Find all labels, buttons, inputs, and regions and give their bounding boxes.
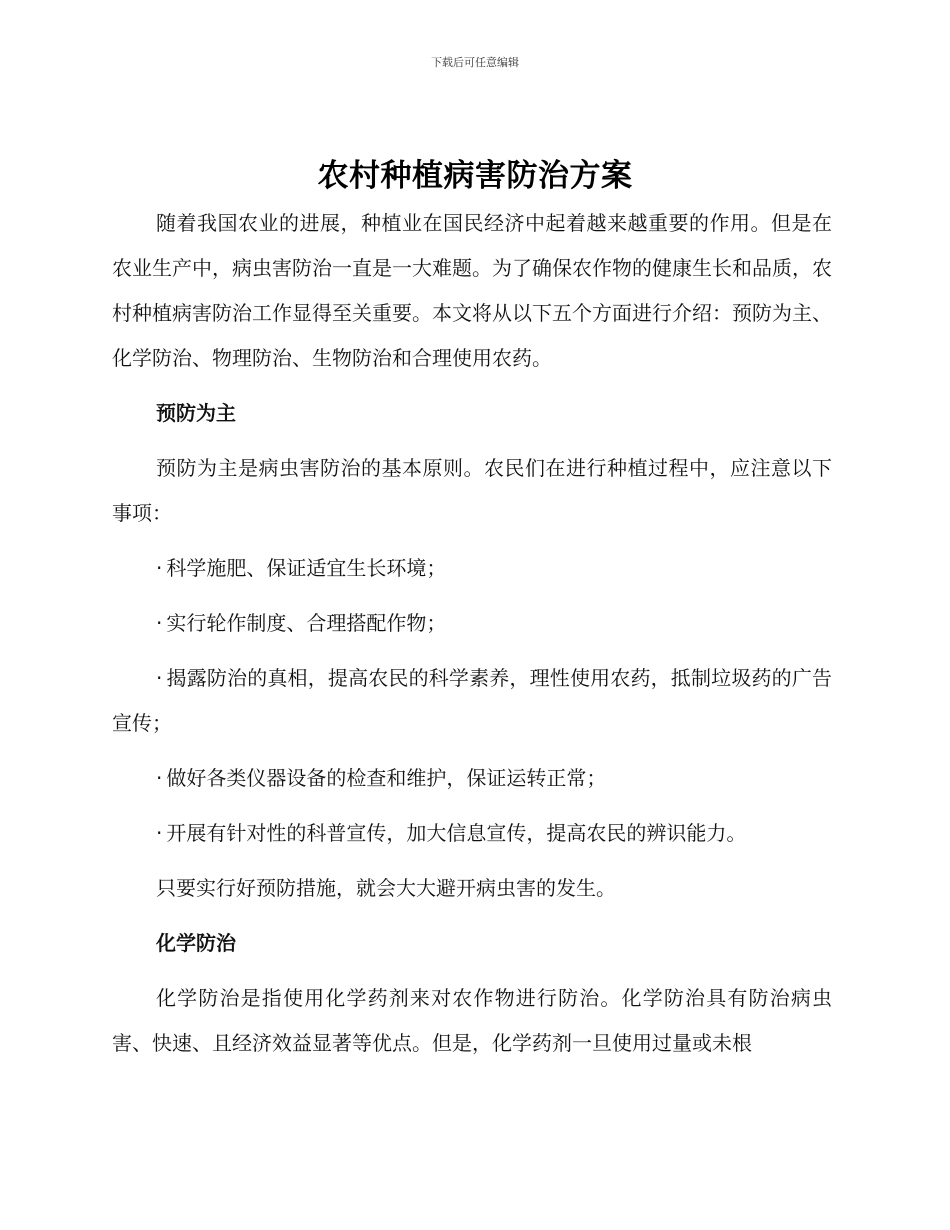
bullet-item <box>112 601 832 646</box>
bullet-symbol: · <box>156 821 163 845</box>
bullet-text: 做好各类仪器设备的检查和维护，保证运转正常； <box>166 766 607 790</box>
chemical-lead-paragraph: 化学防治是指使用化学药剂来对农作物进行防治。化学防治具有防治病虫害、快速、且经济效益显著等优点。但是，化学药剂一旦使用过量或未根 <box>112 986 832 1055</box>
bullet-symbol: · <box>156 666 163 690</box>
bullet-symbol: · <box>156 556 163 580</box>
document-body <box>112 201 832 1066</box>
bullet-symbol: · <box>156 766 163 790</box>
bullet-text: 实行轮作制度、合理搭配作物； <box>166 611 447 635</box>
bullet-text: 科学施肥、保证适宜生长环境； <box>166 556 447 580</box>
section-heading-prevention: 预防为主 <box>156 401 236 425</box>
prevention-closing-paragraph: 只要实行好预防措施，就会大大避开病虫害的发生。 <box>156 876 616 900</box>
bullet-item <box>112 656 832 746</box>
bullet-item <box>112 811 832 856</box>
bullet-item <box>112 756 832 801</box>
bullet-item <box>112 546 832 591</box>
document-title: 农村种植病害防治方案 <box>317 158 633 194</box>
intro-paragraph: 随着我国农业的进展，种植业在国民经济中起着越来越重要的作用。但是在农业生产中，病虫害防治一直是一大难题。为了确保农作物的健康生长和品质，农村种植病害防治工作显得至关重要。本文将从以下五个方面进行介绍：预防为主、化学防治、物理防治、生物防治和合理使用农药。 <box>112 211 832 370</box>
prevention-lead-paragraph: 预防为主是病虫害防治的基本原则。农民们在进行种植过程中，应注意以下事项： <box>112 456 832 525</box>
header-note: 下载后可任意编辑 <box>431 56 519 69</box>
bullet-text: 开展有针对性的科普宣传，加大信息宣传，提高农民的辨识能力。 <box>166 821 747 845</box>
bullet-text: 揭露防治的真相，提高农民的科学素养，理性使用农药，抵制垃圾药的广告宣传； <box>112 666 832 735</box>
section-heading-chemical: 化学防治 <box>156 931 236 955</box>
bullet-symbol: · <box>156 611 163 635</box>
